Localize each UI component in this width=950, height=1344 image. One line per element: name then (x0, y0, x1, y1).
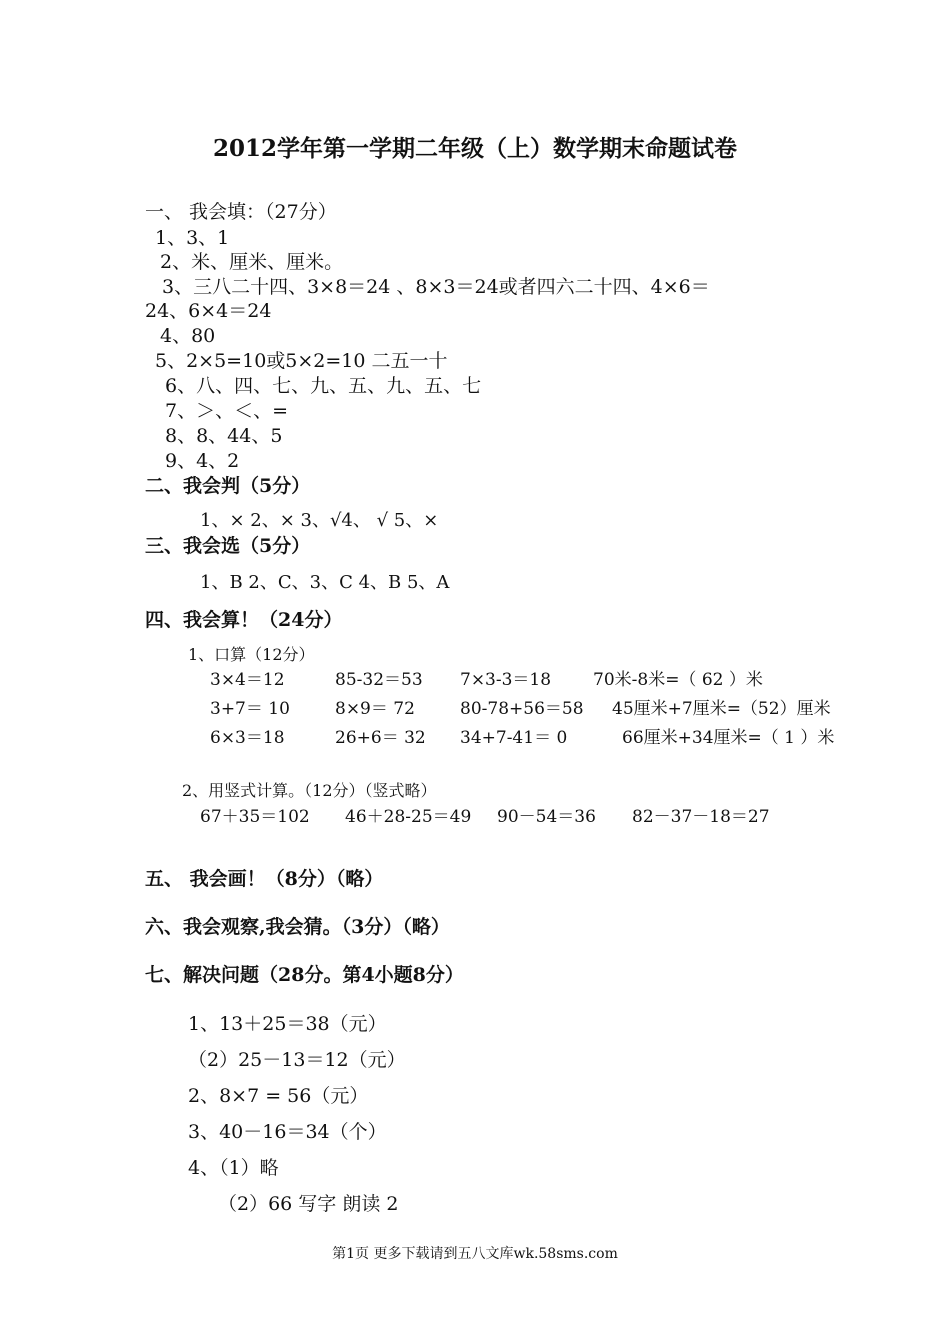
oral-calc-r3c2: 26+6＝ 32 (335, 728, 426, 748)
oral-calc-r2c3: 80-78+56＝58 (460, 699, 584, 719)
s1-item-5: 5、2×5=10或5×2=10 二五一十 (155, 350, 448, 372)
s1-item-4: 4、80 (160, 325, 216, 347)
section-1-heading: 一、 我会填：（27分） (145, 201, 337, 223)
s1-item-6: 6、八、四、七、九、五、九、五、七 (165, 375, 482, 397)
section-6-heading: 六、我会观察,我会猜。（3分）（略） (145, 916, 450, 938)
s1-item-1: 1、3、1 (155, 227, 230, 249)
s1-item-3: 3、三八二十四、3×8＝24 、8×3＝24或者四六二十四、4×6＝ (162, 276, 710, 298)
oral-calc-r2c2: 8×9＝ 72 (335, 699, 415, 719)
s2-answers: 1、× 2、× 3、√4、 √ 5、× (200, 510, 439, 531)
oral-calc-r3c4: 66厘米+34厘米=（ 1 ）米 (622, 728, 835, 748)
page-title: 2012学年第一学期二年级（上）数学期末命题试卷 (212, 135, 737, 162)
s1-item-3-cont: 24、6×4＝24 (145, 300, 272, 322)
section-4-heading: 四、我会算！（24分） (145, 609, 343, 631)
s4-sub1-label: 1、口算（12分） (188, 645, 315, 664)
oral-calc-r1c2: 85-32＝53 (335, 670, 423, 690)
s4-sub2-label: 2、用竖式计算。（12分）（竖式略） (182, 781, 437, 800)
vertical-calc-2: 46＋28-25＝49 (345, 807, 472, 827)
section-3-heading: 三、我会选（5分） (145, 535, 311, 557)
s1-item-8: 8、8、44、5 (165, 425, 283, 447)
page-footer: 第1页 更多下载请到五八文库wk.58sms.com (332, 1246, 618, 1262)
oral-calc-r1c1: 3×4＝12 (210, 670, 285, 690)
s7-item-4: 4、（1）略 (188, 1157, 279, 1179)
vertical-calc-3: 90－54＝36 (497, 807, 596, 827)
section-5-heading: 五、 我会画！（8分）（略） (145, 868, 384, 890)
s1-item-7: 7、＞、＜、= (165, 400, 289, 422)
oral-calc-r1c3: 7×3-3＝18 (460, 670, 552, 690)
vertical-calc-4: 82－37－18＝27 (632, 807, 770, 827)
s7-item-1-2: （2）25－13＝12（元） (188, 1049, 406, 1071)
oral-calc-r3c1: 6×3＝18 (210, 728, 285, 748)
section-7-heading: 七、解决问题（28分。第4小题8分） (145, 964, 464, 986)
s7-item-4-2: （2）66 写字 朗读 2 (218, 1193, 399, 1215)
s3-answers: 1、B 2、C、3、C 4、B 5、A (200, 572, 450, 593)
vertical-calc-1: 67＋35＝102 (200, 807, 310, 827)
s7-item-3: 3、40－16＝34（个） (188, 1121, 387, 1143)
s1-item-2: 2、米、厘米、厘米。 (160, 251, 344, 273)
oral-calc-r2c1: 3+7＝ 10 (210, 699, 290, 719)
oral-calc-r1c4: 70米-8米=（ 62 ）米 (593, 670, 763, 690)
oral-calc-r2c4: 45厘米+7厘米=（52）厘米 (612, 699, 831, 719)
oral-calc-r3c3: 34+7-41＝ 0 (460, 728, 568, 748)
s7-item-2: 2、8×7 = 56（元） (188, 1085, 369, 1107)
section-2-heading: 二、我会判（5分） (145, 475, 311, 497)
s7-item-1: 1、13＋25＝38（元） (188, 1013, 387, 1035)
s1-item-9: 9、4、2 (165, 450, 240, 472)
